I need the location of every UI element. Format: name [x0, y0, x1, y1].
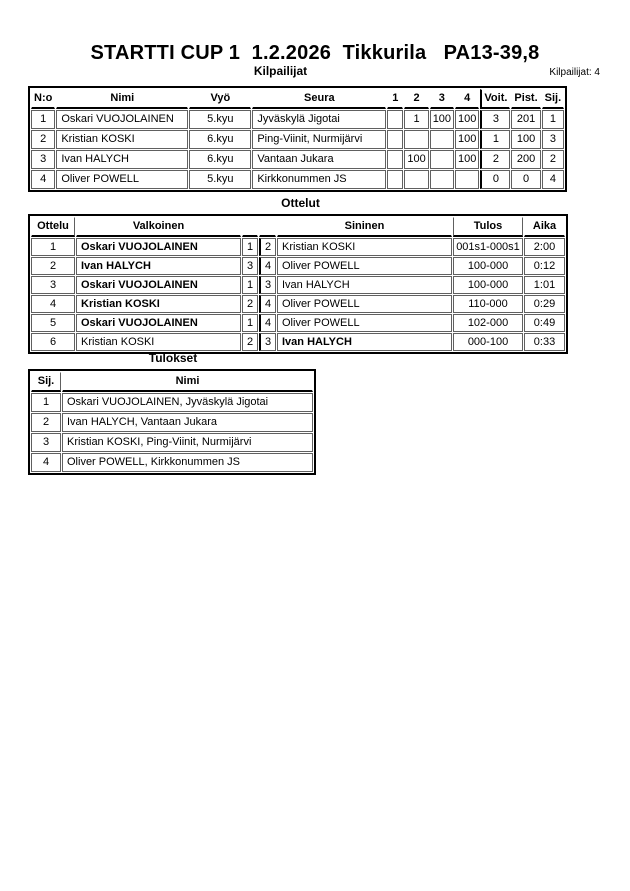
cell-club: Vantaan Jukara [252, 150, 386, 169]
cell-blue-no: 4 [259, 314, 276, 332]
cell-r2: 1 [404, 110, 428, 129]
col-name: Nimi [62, 372, 313, 392]
cell-match-no: 5 [31, 314, 75, 332]
table-header-row [31, 89, 564, 109]
cell-match-no: 4 [31, 295, 75, 313]
cell-r2 [404, 130, 428, 149]
cell-blue-no: 3 [259, 333, 276, 351]
cell-white-name: Kristian KOSKI [76, 333, 241, 351]
cell-r3: 100 [430, 110, 454, 129]
cell-place: 2 [31, 413, 61, 432]
table-row [31, 170, 564, 189]
cell-time: 2:00 [524, 238, 565, 256]
cell-r4: 100 [455, 110, 479, 129]
cell-name: Oliver POWELL, Kirkkonummen JS [62, 453, 313, 472]
cell-time: 0:49 [524, 314, 565, 332]
cell-result: 100-000 [453, 276, 523, 294]
table-row [31, 130, 564, 149]
matches-heading: Ottelut [281, 196, 320, 210]
cell-result: 102-000 [453, 314, 523, 332]
cell-name: Ivan HALYCH [56, 150, 188, 169]
col-no: N:o [31, 89, 55, 109]
cell-r3 [430, 130, 454, 149]
cell-name: Oskari VUOJOLAINEN [56, 110, 188, 129]
cell-white-name: Kristian KOSKI [76, 295, 241, 313]
cell-r1 [387, 130, 403, 149]
col-2: 2 [404, 89, 428, 109]
cell-white-name: Oskari VUOJOLAINEN [76, 276, 241, 294]
table-row [31, 295, 565, 313]
cell-blue-name: Ivan HALYCH [277, 276, 452, 294]
cell-blue-name: Kristian KOSKI [277, 238, 452, 256]
cell-r2 [404, 170, 428, 189]
cell-blue-no: 3 [259, 276, 276, 294]
cell-match-no: 2 [31, 257, 75, 275]
cell-club: Jyväskylä Jigotai [252, 110, 386, 129]
cell-name: Ivan HALYCH, Vantaan Jukara [62, 413, 313, 432]
col-white: Valkoinen [76, 217, 241, 237]
cell-no: 2 [31, 130, 55, 149]
cell-blue-name: Oliver POWELL [277, 295, 452, 313]
cell-club: Ping-Viinit, Nurmijärvi [252, 130, 386, 149]
cell-place: 2 [542, 150, 565, 169]
col-blue: Sininen [277, 217, 452, 237]
cell-name: Oliver POWELL [56, 170, 188, 189]
cell-name: Kristian KOSKI [56, 130, 188, 149]
table-header-row [31, 372, 313, 392]
cell-place: 4 [542, 170, 565, 189]
cell-r4: 100 [455, 150, 479, 169]
table-row [31, 433, 313, 452]
cell-name: Kristian KOSKI, Ping-Viinit, Nurmijärvi [62, 433, 313, 452]
cell-blue-no: 4 [259, 257, 276, 275]
cell-no: 4 [31, 170, 55, 189]
cell-white-name: Ivan HALYCH [76, 257, 241, 275]
cell-r1 [387, 150, 403, 169]
col-blue-no [259, 217, 276, 237]
cell-white-no: 3 [242, 257, 258, 275]
cell-white-no: 1 [242, 276, 258, 294]
cell-r1 [387, 110, 403, 129]
cell-white-no: 1 [242, 238, 258, 256]
col-4: 4 [455, 89, 479, 109]
cell-white-no: 1 [242, 314, 258, 332]
cell-belt: 5.kyu [189, 170, 251, 189]
results-heading: Tulokset [148, 351, 198, 365]
cell-points: 100 [511, 130, 540, 149]
col-name: Nimi [56, 89, 188, 109]
table-row [31, 453, 313, 472]
results-table [28, 369, 316, 475]
table-row [31, 257, 565, 275]
col-wins: Voit. [480, 89, 510, 109]
cell-white-no: 2 [242, 295, 258, 313]
col-result: Tulos [453, 217, 523, 237]
cell-points: 201 [511, 110, 540, 129]
cell-place: 3 [542, 130, 565, 149]
cell-belt: 6.kyu [189, 150, 251, 169]
cell-time: 0:29 [524, 295, 565, 313]
cell-result: 000-100 [453, 333, 523, 351]
cell-white-no: 2 [242, 333, 258, 351]
col-match: Ottelu [31, 217, 75, 237]
cell-no: 3 [31, 150, 55, 169]
matches-table [28, 214, 568, 354]
col-place: Sij. [31, 372, 61, 392]
table-row [31, 238, 565, 256]
col-time: Aika [524, 217, 565, 237]
cell-blue-name: Ivan HALYCH [277, 333, 452, 351]
cell-blue-no: 4 [259, 295, 276, 313]
cell-wins: 1 [480, 130, 510, 149]
cell-place: 4 [31, 453, 61, 472]
cell-white-name: Oskari VUOJOLAINEN [76, 238, 241, 256]
col-1: 1 [387, 89, 403, 109]
col-belt: Vyö [189, 89, 251, 109]
cell-r4: 100 [455, 130, 479, 149]
cell-wins: 0 [480, 170, 510, 189]
table-row [31, 413, 313, 432]
cell-place: 3 [31, 433, 61, 452]
page-title: STARTTI CUP 1 1.2.2026 Tikkurila PA13-39,8 [90, 42, 540, 64]
cell-match-no: 1 [31, 238, 75, 256]
cell-white-name: Oskari VUOJOLAINEN [76, 314, 241, 332]
cell-blue-no: 2 [259, 238, 276, 256]
cell-r1 [387, 170, 403, 189]
cell-no: 1 [31, 110, 55, 129]
col-white-no [242, 217, 258, 237]
competitors-count: Kilpailijat: 4 [549, 67, 600, 78]
col-club: Seura [252, 89, 386, 109]
cell-wins: 2 [480, 150, 510, 169]
table-row [31, 110, 564, 129]
cell-blue-name: Oliver POWELL [277, 314, 452, 332]
cell-time: 0:33 [524, 333, 565, 351]
cell-club: Kirkkonummen JS [252, 170, 386, 189]
cell-wins: 3 [480, 110, 510, 129]
cell-belt: 5.kyu [189, 110, 251, 129]
table-row [31, 314, 565, 332]
cell-name: Oskari VUOJOLAINEN, Jyväskylä Jigotai [62, 393, 313, 412]
cell-match-no: 3 [31, 276, 75, 294]
table-header-row [31, 217, 565, 237]
col-place: Sij. [542, 89, 565, 109]
cell-time: 1:01 [524, 276, 565, 294]
cell-result: 100-000 [453, 257, 523, 275]
cell-points: 200 [511, 150, 540, 169]
cell-r2: 100 [404, 150, 428, 169]
cell-r3 [430, 150, 454, 169]
cell-place: 1 [542, 110, 565, 129]
competitors-heading: Kilpailijat [253, 64, 308, 78]
table-row [31, 276, 565, 294]
table-row [31, 333, 565, 351]
table-row [31, 150, 564, 169]
cell-result: 110-000 [453, 295, 523, 313]
cell-match-no: 6 [31, 333, 75, 351]
cell-blue-name: Oliver POWELL [277, 257, 452, 275]
cell-r3 [430, 170, 454, 189]
cell-r4 [455, 170, 479, 189]
cell-place: 1 [31, 393, 61, 412]
table-row [31, 393, 313, 412]
cell-time: 0:12 [524, 257, 565, 275]
col-3: 3 [430, 89, 454, 109]
cell-belt: 6.kyu [189, 130, 251, 149]
col-points: Pist. [511, 89, 540, 109]
cell-points: 0 [511, 170, 540, 189]
cell-result: 001s1-000s1 [453, 238, 523, 256]
competitors-table [28, 86, 567, 192]
